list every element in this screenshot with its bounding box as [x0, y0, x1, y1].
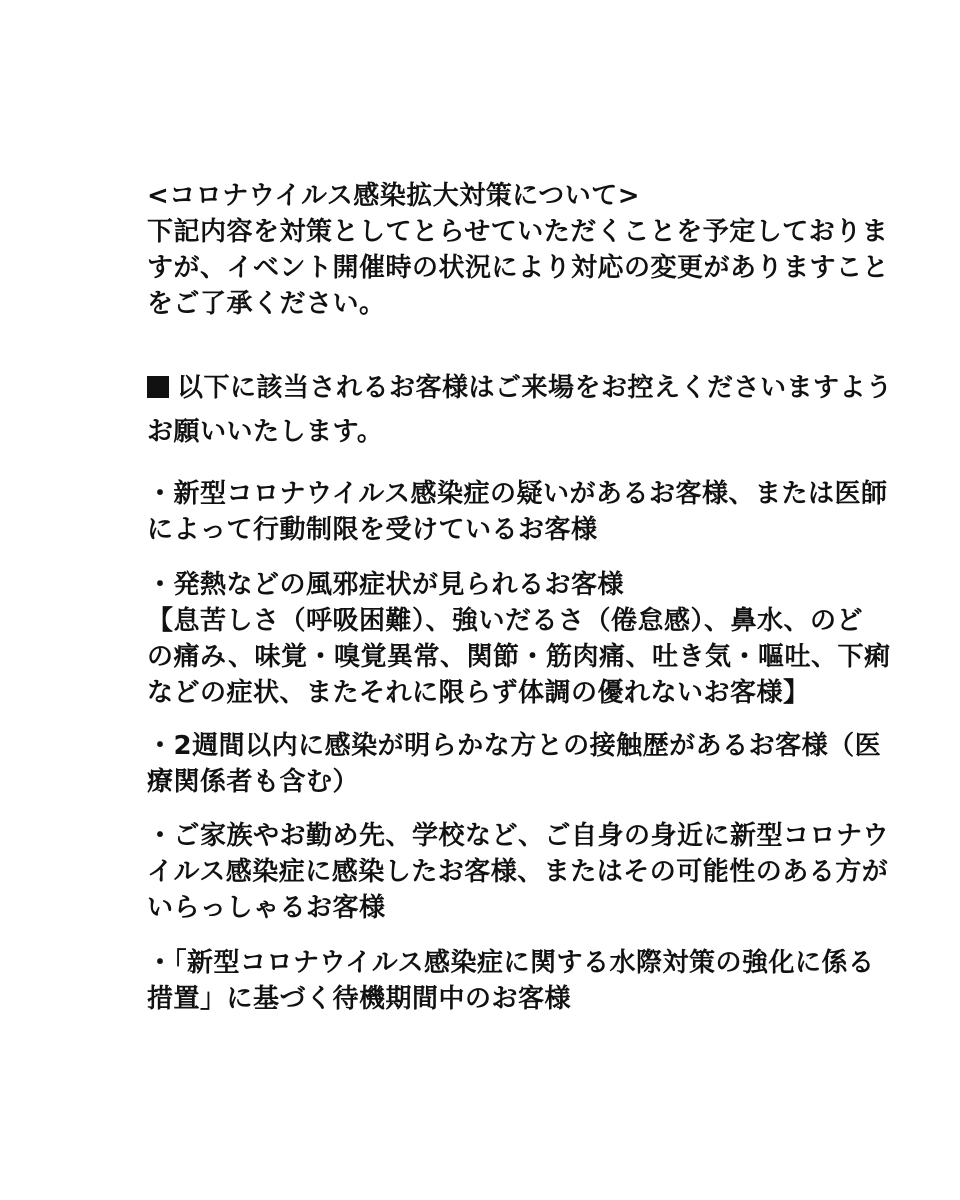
- condition-item-5: [147, 945, 875, 1017]
- item-line: 療関係者も含む）: [147, 767, 360, 797]
- notice-text: 以下に該当されるお客様はご来場をお控えくださいますよう: [177, 373, 893, 403]
- intro-heading: <コロナウイルス感染拡大対策について>: [147, 181, 640, 211]
- item-line: の痛み、味覚・嗅覚異常、関節・筋肉痛、吐き気・嘔吐、下痢: [147, 642, 891, 672]
- black-square-icon: [147, 376, 169, 398]
- item-line: ・発熱などの風邪症状が見られるお客様: [147, 570, 625, 600]
- condition-item-3: [147, 728, 882, 800]
- notice-line: お願いいたします。: [147, 417, 384, 447]
- condition-item-1: [147, 476, 888, 548]
- item-line: ・ご家族やお勤め先、学校など、ご自身の身近に新型コロナウ: [147, 821, 890, 851]
- notice-section: [147, 370, 893, 450]
- condition-item-4: [147, 818, 890, 926]
- item-line: イルス感染症に感染したお客様、またはその可能性のある方が: [147, 857, 889, 887]
- item-line: 措置」に基づく待機期間中のお客様: [147, 984, 572, 1014]
- item-line: ・「新型コロナウイルス感染症に関する水際対策の強化に係る: [147, 948, 875, 978]
- item-line: によって行動制限を受けているお客様: [147, 515, 598, 545]
- item-line: ・新型コロナウイルス感染症の疑いがあるお客様、または医師: [147, 479, 888, 509]
- intro-line: すが、イベント開催時の状況により対応の変更がありますこと: [147, 253, 890, 283]
- intro-line: 下記内容を対策としてとらせていただくことを予定しておりま: [147, 217, 889, 247]
- item-line: 【息苦しさ（呼吸困難）、強いだるさ（倦怠感）、鼻水、のど: [147, 606, 864, 636]
- intro-line: をご了承ください。: [147, 289, 386, 319]
- notice-line: [147, 370, 893, 414]
- item-line: ・2週間以内に感染が明らかな方との接触歴があるお客様（医: [147, 731, 882, 761]
- item-line: などの症状、またそれに限らず体調の優れないお客様】: [147, 678, 810, 708]
- condition-item-2: [147, 567, 891, 711]
- item-line: いらっしゃるお客様: [147, 893, 386, 923]
- intro-section: [147, 178, 890, 322]
